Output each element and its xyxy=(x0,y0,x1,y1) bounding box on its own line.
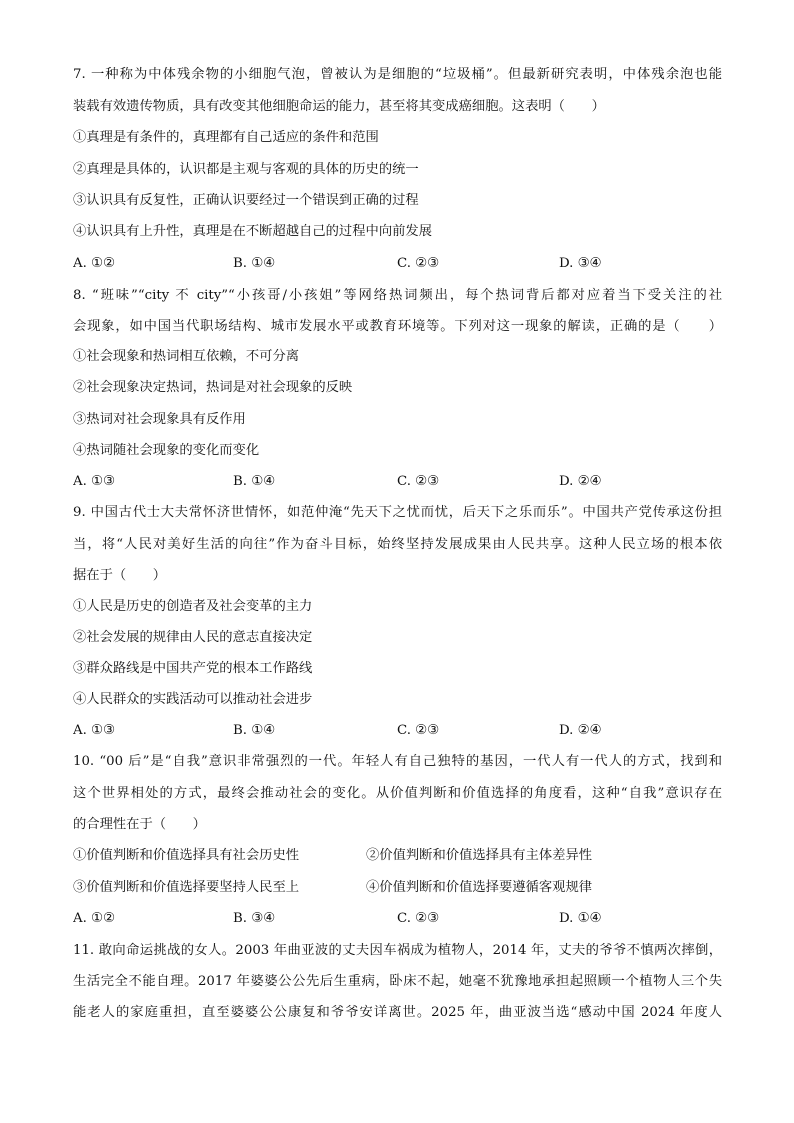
question-9-statement-3: ③群众路线是中国共产党的根本工作路线 xyxy=(73,661,313,676)
question-7-statement-4: ④认识具有上升性，真理是在不断超越自己的过程中向前发展 xyxy=(73,224,433,239)
question-8-statement-4: ④热词随社会现象的变化而变化 xyxy=(73,443,260,458)
option-d: D. ③④ xyxy=(559,256,602,271)
option-a: A. ①③ xyxy=(73,723,115,738)
question-7-statement-1: ①真理是有条件的，真理都有自己适应的条件和范围 xyxy=(73,130,379,145)
option-d: D. ②④ xyxy=(559,723,602,738)
question-7-stem-line: 7. 一种称为中体残余物的小细胞气泡，曾被认为是细胞的“垃圾桶”。但最新研究表明，中体残余泡也能 xyxy=(73,67,722,82)
question-11-stem-line: 11. 敢向命运挑战的女人。2003 年曲亚波的丈夫因车祸成为植物人，2014 年，丈夫的爷爷不慎两次摔倒， xyxy=(73,943,722,958)
option-d: D. ①④ xyxy=(559,911,602,926)
option-b: B. ①④ xyxy=(233,256,276,271)
question-8-options xyxy=(73,472,722,492)
question-8-statement-3: ③热词对社会现象具有反作用 xyxy=(73,412,246,427)
question-9-statement-1: ①人民是历史的创造者及社会变革的主力 xyxy=(73,599,313,614)
option-a: A. ①② xyxy=(73,911,115,926)
question-9-statement-2: ②社会发展的规律由人民的意志直接决定 xyxy=(73,630,313,645)
question-10-statement-1: ①价值判断和价值选择具有社会历史性 xyxy=(73,848,300,863)
question-7-stem-line: 装载有效遗传物质，具有改变其他细胞命运的能力，甚至将其变成癌细胞。这表明（ ） xyxy=(73,99,605,114)
question-11-stem-line: 生活完全不能自理。2017 年婆婆公公先后生重病，卧床不起，她毫不犹豫地承担起照顾一个植物人三个失 xyxy=(73,974,722,989)
question-9-options xyxy=(73,721,722,741)
option-c: C. ②③ xyxy=(397,911,439,926)
question-8-statement-2: ②社会现象决定热词，热词是对社会现象的反映 xyxy=(73,380,353,395)
option-c: C. ②③ xyxy=(397,723,439,738)
question-9-stem-line: 当，将“人民对美好生活的向往”作为奋斗目标，始终坚持发展成果由人民共享。这种人民立场的根本依 xyxy=(73,537,722,552)
question-10-options xyxy=(73,909,722,929)
option-c: C. ②③ xyxy=(397,256,439,271)
question-10-statement-2: ②价值判断和价值选择具有主体差异性 xyxy=(366,848,593,863)
option-c: C. ②③ xyxy=(397,474,439,489)
question-10-statements-row xyxy=(73,878,722,898)
option-b: B. ③④ xyxy=(233,911,276,926)
question-11-stem-line: 能老人的家庭重担，直至婆婆公公康复和爷爷安详离世。2025 年，曲亚波当选“感动中国 2024 年度人 xyxy=(73,1005,722,1020)
question-9-stem-line: 据在于（ ） xyxy=(73,568,167,583)
question-10-stem-line: 10. “00 后”是“自我”意识非常强烈的一代。年轻人有自己独特的基因，一代人有一代人的方式，找到和 xyxy=(73,754,722,769)
question-8-statement-1: ①社会现象和热词相互依赖，不可分离 xyxy=(73,349,300,364)
question-10-stem-line: 这个世界相处的方式，最终会推动社会的变化。从价值判断和价值选择的角度看，这种“自我”意识存在 xyxy=(73,786,722,801)
question-9-stem-line: 9. 中国古代士大夫常怀济世情怀，如范仲淹“先天下之忧而忧，后天下之乐而乐”。中国共产党传承这份担 xyxy=(73,505,722,520)
option-b: B. ①④ xyxy=(233,723,276,738)
question-9-statement-4: ④人民群众的实践活动可以推动社会进步 xyxy=(73,692,313,707)
question-7-statement-2: ②真理是具体的，认识都是主观与客观的具体的历史的统一 xyxy=(73,162,419,177)
question-10-statements-row xyxy=(73,846,722,866)
option-b: B. ①④ xyxy=(233,474,276,489)
question-10-statement-3: ③价值判断和价值选择要坚持人民至上 xyxy=(73,880,300,895)
question-8-stem-line: 8. “班味”“city 不 city”“小孩哥/小孩姐”等网络热词频出，每个热词背后都对应着当下受关注的社 xyxy=(73,288,722,303)
question-10-stem-line: 的合理性在于（ ） xyxy=(73,817,206,832)
question-7-statement-3: ③认识具有反复性，正确认识要经过一个错误到正确的过程 xyxy=(73,193,419,208)
question-8-stem-line: 会现象，如中国当代职场结构、城市发展水平或教育环境等。下列对这一现象的解读，正确的是（ ） xyxy=(73,319,722,334)
option-d: D. ②④ xyxy=(559,474,602,489)
question-10-statement-4: ④价值判断和价值选择要遵循客观规律 xyxy=(366,880,593,895)
option-a: A. ①② xyxy=(73,256,115,271)
option-a: A. ①③ xyxy=(73,474,115,489)
question-7-options xyxy=(73,254,722,274)
